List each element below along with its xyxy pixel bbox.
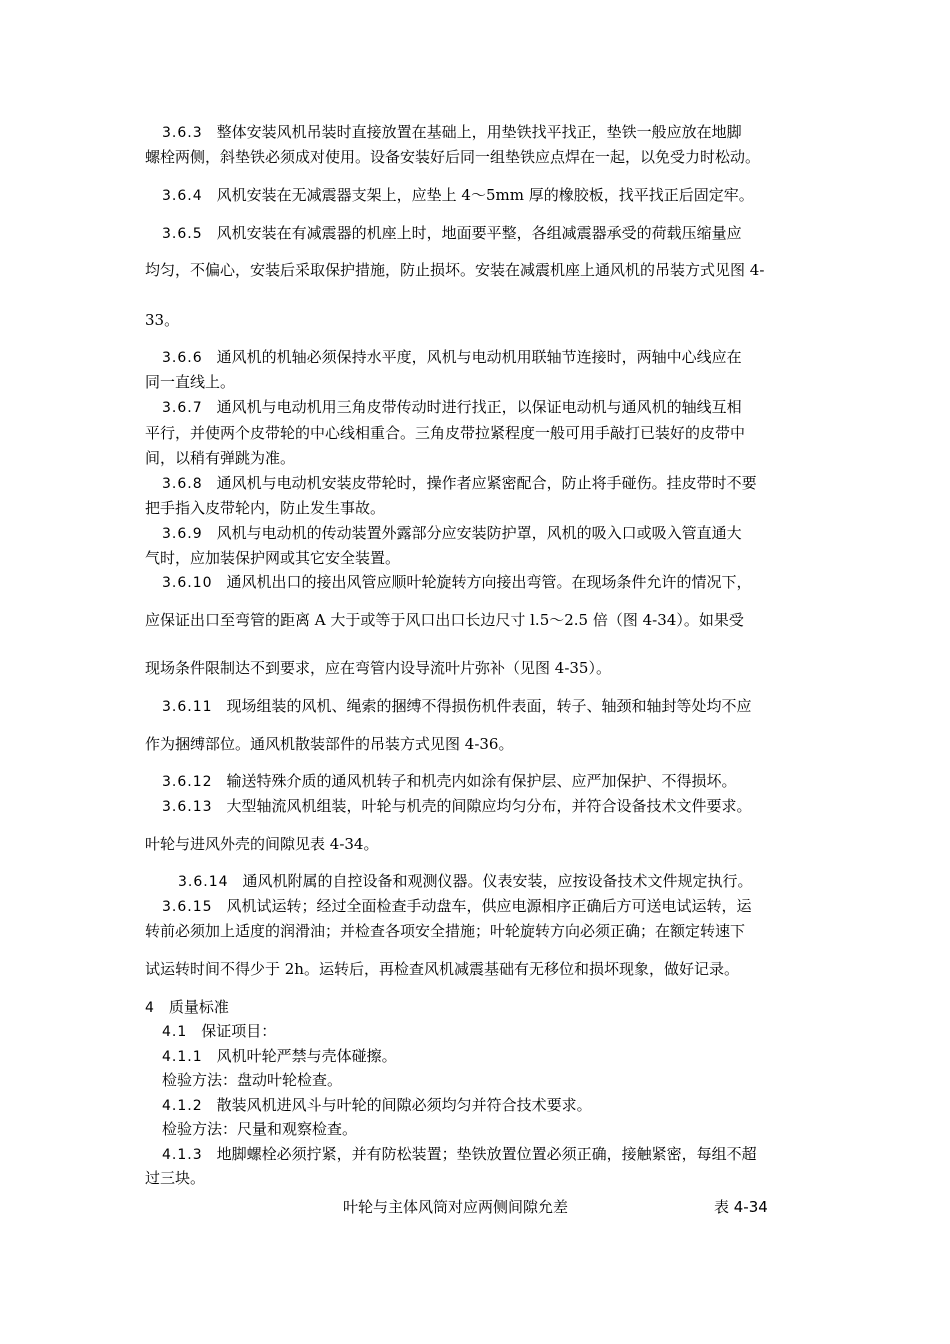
line-text: 气时，应加装保护网或其它安全装置。 xyxy=(145,549,401,567)
text-line xyxy=(145,260,764,280)
section-number: 4.1 xyxy=(162,1024,188,1040)
section-number: 3.6.6 xyxy=(162,350,203,366)
text-line xyxy=(162,223,742,244)
text-line xyxy=(145,548,400,568)
section-number: 4.1.3 xyxy=(162,1147,203,1163)
line-text: 整体安装风机吊装时直接放置在基础上，用垫铁找平找正，垫铁一般应放在地脚 xyxy=(216,123,742,141)
text-line xyxy=(162,1144,757,1165)
section-number: 3.6.9 xyxy=(162,526,203,542)
text-line xyxy=(145,658,611,678)
text-line xyxy=(145,997,229,1018)
line-text: 检验方法：盘动叶轮检查。 xyxy=(162,1071,343,1089)
line-text: 通风机与电动机安装皮带轮时，操作者应紧密配合，防止将手碰伤。挂皮带时不要 xyxy=(216,474,757,492)
section-number: 3.6.14 xyxy=(178,874,229,890)
line-text: 风机叶轮严禁与壳体碰擦。 xyxy=(216,1047,397,1065)
section-number: 3.6.8 xyxy=(162,476,203,492)
text-line xyxy=(145,147,760,167)
line-text: 风机安装在无减震器支架上，应垫上 4～5mm 厚的橡胶板，找平找正后固定牢。 xyxy=(216,186,754,204)
line-text: 均匀，不偏心，安装后采取保护措施，防止损坏。安装在减震机座上通风机的吊装方式见图 4- xyxy=(145,261,765,279)
text-line xyxy=(162,572,752,593)
text-line xyxy=(145,734,513,754)
section-number: 3.6.7 xyxy=(162,400,203,416)
text-line xyxy=(162,896,752,917)
text-line xyxy=(162,347,742,368)
text-line xyxy=(145,610,744,630)
text-line xyxy=(162,1070,342,1090)
text-line xyxy=(162,771,737,792)
text-line xyxy=(162,185,754,206)
line-text: 作为捆缚部位。通风机散装部件的吊装方式见图 4-36。 xyxy=(145,735,514,753)
text-line xyxy=(145,448,295,468)
line-text: 通风机与电动机用三角皮带传动时进行找正，以保证电动机与通风机的轴线互相 xyxy=(216,398,742,416)
text-line xyxy=(162,1021,276,1042)
text-line xyxy=(145,1168,205,1188)
line-text: 大型轴流风机组装，叶轮与机壳的间隙应均匀分布，并符合设备技术文件要求。 xyxy=(226,797,752,815)
text-line xyxy=(162,1095,592,1116)
line-text: 输送特殊介质的通风机转子和机壳内如涂有保护层、应严加保护、不得损坏。 xyxy=(226,772,737,790)
line-text: 检验方法：尺量和观察检查。 xyxy=(162,1120,358,1138)
line-text: 间，以稍有弹跳为准。 xyxy=(145,449,296,467)
text-line xyxy=(145,372,235,392)
line-text: 过三块。 xyxy=(145,1169,206,1187)
line-text: 保证项目： xyxy=(201,1022,277,1040)
line-text: 通风机出口的接出风管应顺叶轮旋转方向接出弯管。在现场条件允许的情况下， xyxy=(226,573,752,591)
section-number: 3.6.3 xyxy=(162,125,203,141)
section-number: 4 xyxy=(145,1000,155,1016)
line-text: 地脚螺栓必须拧紧，并有防松装置；垫铁放置位置必须正确，接触紧密，每组不超 xyxy=(216,1145,757,1163)
text-line xyxy=(145,959,739,979)
table-caption-title: 叶轮与主体风筒对应两侧间隙允差 xyxy=(343,1198,569,1216)
line-text: 风机与电动机的传动装置外露部分应安装防护罩，风机的吸入口或吸入管直通大 xyxy=(216,524,742,542)
section-number: 3.6.10 xyxy=(162,575,213,591)
line-text: 试运转时间不得少于 2h。运转后，再检查风机减震基础有无移位和损坏现象，做好记录。 xyxy=(145,960,739,978)
line-text: 转前必须加上适度的润滑油；并检查各项安全措施；叶轮旋转方向必须正确；在额定转速下 xyxy=(145,922,746,940)
line-text: 质量标准 xyxy=(168,998,229,1016)
section-number: 3.6.13 xyxy=(162,799,213,815)
line-text: 33。 xyxy=(145,311,180,329)
text-line xyxy=(162,523,742,544)
line-text: 平行，并使两个皮带轮的中心线相重合。三角皮带拉紧程度一般可用手敲打已装好的皮带中 xyxy=(145,424,746,442)
text-line xyxy=(162,122,742,143)
text-line xyxy=(145,498,385,518)
section-number: 3.6.11 xyxy=(162,699,213,715)
section-number: 3.6.4 xyxy=(162,188,203,204)
text-line xyxy=(145,423,745,443)
table-caption-number: 表 4-34 xyxy=(714,1198,768,1216)
text-line xyxy=(162,397,742,418)
section-number: 3.6.5 xyxy=(162,226,203,242)
text-line xyxy=(178,871,753,892)
line-text: 通风机附属的自控设备和观测仪器。仪表安装，应按设备技术文件规定执行。 xyxy=(242,872,753,890)
section-number: 3.6.15 xyxy=(162,899,213,915)
text-line xyxy=(162,796,752,817)
line-text: 叶轮与进风外壳的间隙见表 4-34。 xyxy=(145,835,379,853)
line-text: 把手指入皮带轮内，防止发生事故。 xyxy=(145,499,386,517)
text-line xyxy=(162,473,757,494)
line-text: 同一直线上。 xyxy=(145,373,236,391)
line-text: 风机试运转；经过全面检查手动盘车，供应电源相序正确后方可送电试运转，运 xyxy=(226,897,752,915)
text-line xyxy=(162,696,752,717)
section-number: 4.1.1 xyxy=(162,1049,203,1065)
line-text: 现场组装的风机、绳索的捆缚不得损伤机件表面，转子、轴颈和轴封等处均不应 xyxy=(226,697,752,715)
line-text: 风机安装在有减震器的机座上时，地面要平整，各组减震器承受的荷载压缩量应 xyxy=(216,224,742,242)
text-line xyxy=(145,310,179,330)
section-number: 3.6.12 xyxy=(162,774,213,790)
text-line xyxy=(162,1119,357,1139)
text-line xyxy=(162,1046,397,1067)
text-line xyxy=(145,834,378,854)
line-text: 通风机的机轴必须保持水平度，风机与电动机用联轴节连接时，两轴中心线应在 xyxy=(216,348,742,366)
line-text: 散装风机进风斗与叶轮的间隙必须均匀并符合技术要求。 xyxy=(216,1096,592,1114)
line-text: 现场条件限制达不到要求，应在弯管内设导流叶片弥补（见图 4-35）。 xyxy=(145,659,611,677)
section-number: 4.1.2 xyxy=(162,1098,203,1114)
text-line xyxy=(145,921,745,941)
line-text: 应保证出口至弯管的距离 A 大于或等于风口出口长边尺寸 l.5～2.5 倍（图 4-34）。如果受 xyxy=(145,611,744,629)
line-text: 螺栓两侧，斜垫铁必须成对使用。设备安装好后同一组垫铁应点焊在一起，以免受力时松动。 xyxy=(145,148,761,166)
